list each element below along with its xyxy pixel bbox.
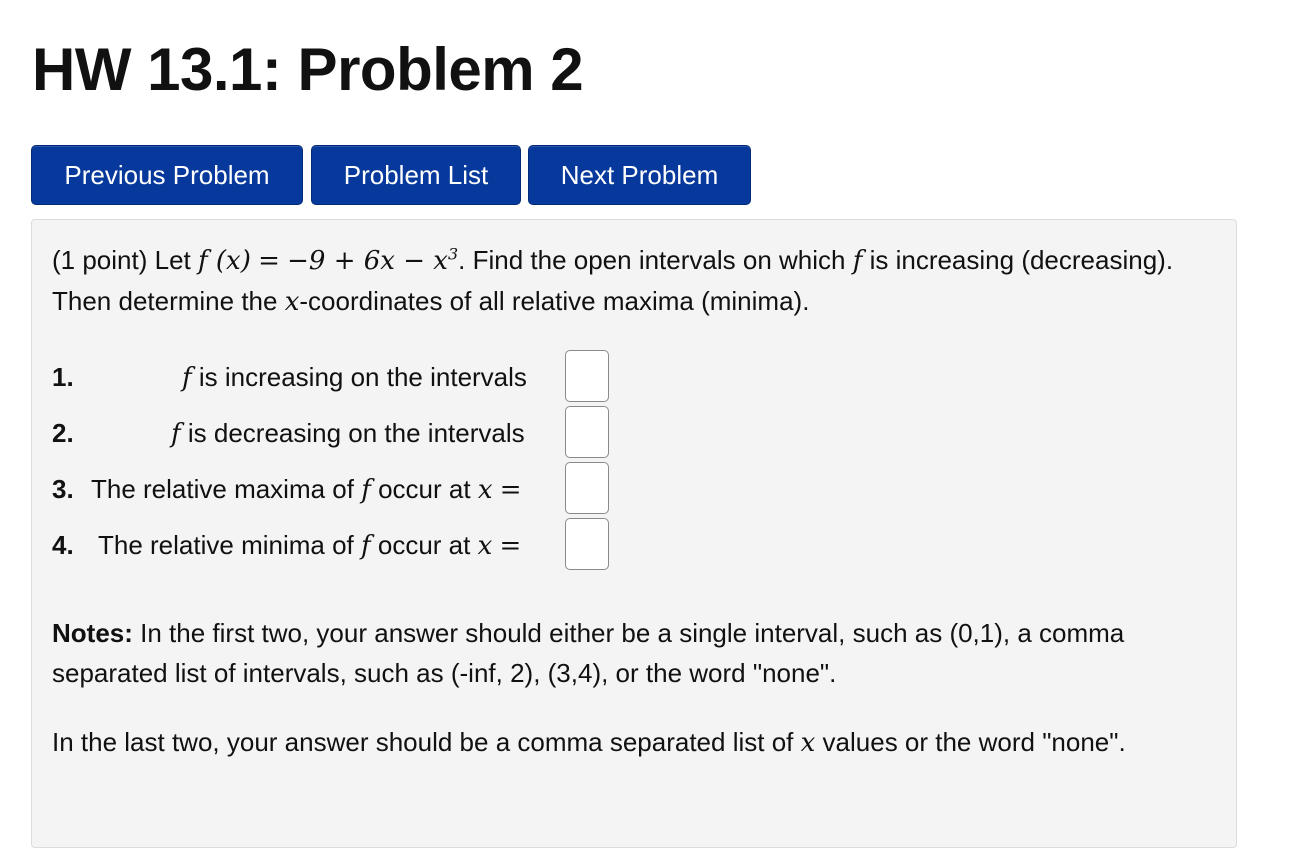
x-variable: x <box>477 475 493 505</box>
problem-panel <box>31 219 1237 848</box>
question-number: 3. <box>52 474 74 504</box>
question-label <box>98 530 521 561</box>
function-symbol: f <box>852 246 863 276</box>
question-row-1 <box>52 348 652 404</box>
equals-sign: = <box>499 475 522 505</box>
notes-label: Notes: <box>52 618 133 648</box>
equals-sign: = <box>258 246 280 276</box>
previous-problem-button[interactable]: Previous Problem <box>31 145 303 205</box>
problem-statement <box>52 240 1222 322</box>
question-number: 2. <box>52 418 74 448</box>
notes-text-2a: In the last two, your answer should be a comma separated list of <box>52 727 794 757</box>
function-symbol: f <box>171 419 181 449</box>
question-row-2 <box>52 404 652 460</box>
notes-paragraph-1 <box>52 613 1222 693</box>
question-pre-text: The relative minima of <box>98 530 354 560</box>
notes-text-2b: values or the word "none". <box>822 727 1126 757</box>
answer-input-4[interactable] <box>565 518 609 570</box>
function-symbol: f <box>361 475 371 505</box>
let-text: Let <box>154 245 191 275</box>
x-variable: x <box>284 287 300 317</box>
x-variable: x <box>800 728 816 758</box>
function-symbol: f <box>361 531 371 561</box>
expression-exponent: 3 <box>447 244 459 264</box>
notes-text-1: In the first two, your answer should either be a single interval, such as (0,1), a comma separated list of intervals, such as (-inf, 2), (3,4), or the word "none". <box>52 618 1125 688</box>
question-label <box>91 474 522 505</box>
expression-body: −9 + 6x − x <box>287 246 448 276</box>
question-text: is increasing on the intervals <box>198 362 527 392</box>
statement-text-1: . Find the open intervals on which <box>458 245 846 275</box>
question-text: is decreasing on the intervals <box>187 418 525 448</box>
answer-input-3[interactable] <box>565 462 609 514</box>
x-variable: x <box>477 531 493 561</box>
question-text: occur at <box>378 474 471 504</box>
question-row-3 <box>52 460 652 516</box>
statement-text-3: -coordinates of all relative maxima (minima). <box>299 286 810 316</box>
answer-input-2[interactable] <box>565 406 609 458</box>
question-pre-text: The relative maxima of <box>91 474 354 504</box>
answer-input-1[interactable] <box>565 350 609 402</box>
question-number: 1. <box>52 362 74 392</box>
question-label <box>182 362 527 393</box>
function-notation: f (x) <box>198 246 251 276</box>
function-expression <box>287 246 458 276</box>
function-symbol: f <box>182 363 192 393</box>
page-title: HW 13.1: Problem 2 <box>32 36 584 103</box>
next-problem-button[interactable]: Next Problem <box>528 145 751 205</box>
statement-text-2: is increasing (decreasing). Then determine the <box>52 245 1174 316</box>
question-row-4 <box>52 516 652 572</box>
question-text: occur at <box>377 530 471 560</box>
notes-paragraph-2 <box>52 722 1222 763</box>
question-label <box>171 418 525 449</box>
problem-list-button[interactable]: Problem List <box>311 145 521 205</box>
points-label: (1 point) <box>52 245 148 275</box>
equals-sign: = <box>499 531 522 561</box>
question-number: 4. <box>52 530 74 560</box>
